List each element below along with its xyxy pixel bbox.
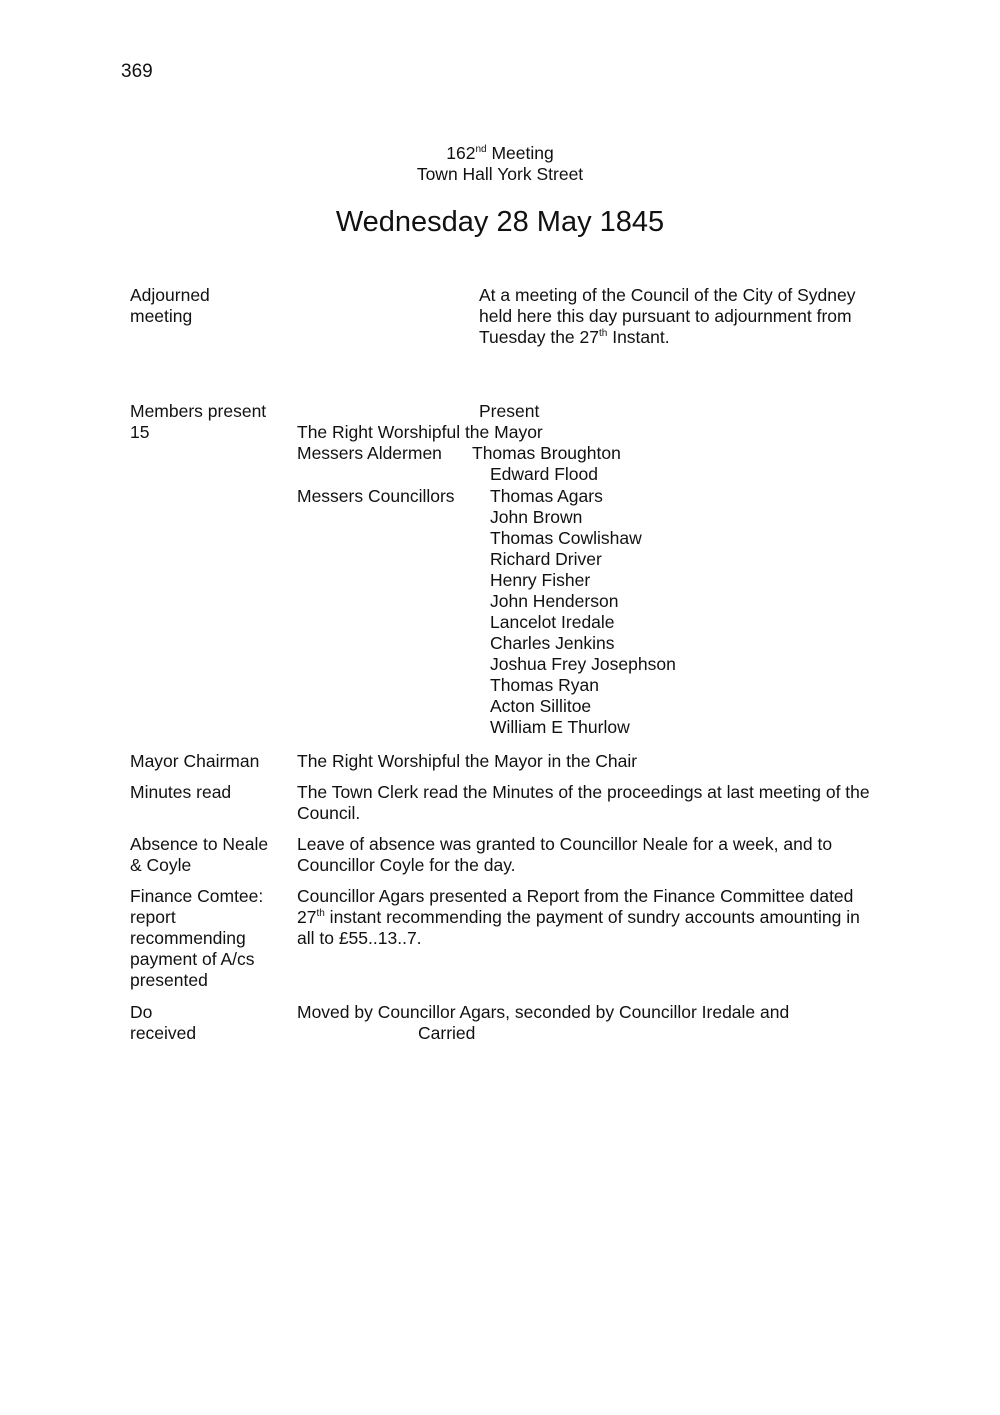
page-number: 369 (121, 61, 153, 82)
councillor-name: William E Thurlow (490, 717, 630, 737)
minutes-text: The Town Clerk read the Minutes of the proceedings at last meeting of the Council. (297, 782, 870, 823)
aldermen-label: Messers Aldermen (297, 443, 442, 463)
councillor-name: Richard Driver (490, 549, 602, 569)
margin-note-finance: Finance Comtee: report recommending payment of A/cs presented (130, 886, 264, 990)
margin-note-members: Members present 15 (130, 401, 267, 442)
motion-text: Moved by Councillor Agars, seconded by Councillor Iredale and (297, 1002, 790, 1022)
absence-text: Leave of absence was granted to Councillor Neale for a week, and to Councillor Coyle for the day. (297, 834, 833, 875)
margin-note-absence: Absence to Neale & Coyle (130, 834, 269, 875)
councillor-name: Lancelot Iredale (490, 612, 615, 632)
motion-result: Carried (418, 1023, 476, 1043)
councillor-name: Henry Fisher (490, 570, 591, 590)
councillor-name: Thomas Agars (490, 486, 603, 506)
meeting-venue: Town Hall York Street (416, 164, 584, 184)
councillor-name: Acton Sillitoe (490, 696, 592, 716)
margin-note-chairman: Mayor Chairman (130, 751, 260, 771)
councillor-name: Joshua Frey Josephson (490, 654, 676, 674)
alderman-name: Thomas Broughton (472, 443, 621, 463)
councillor-name: Thomas Cowlishaw (490, 528, 642, 548)
mayor-present: The Right Worshipful the Mayor (297, 422, 543, 442)
meeting-date: Wednesday 28 May 1845 (335, 206, 665, 238)
margin-note-received: Do received (130, 1002, 197, 1043)
present-heading: Present (479, 401, 540, 421)
adjourned-paragraph: At a meeting of the Council of the City of Sydney held here this day pursuant to adjournment from Tuesday the 27th Instant. (479, 285, 856, 347)
meeting-number: 162nd Meeting (446, 143, 554, 163)
margin-note-adjourned: Adjourned meeting (130, 285, 210, 326)
councillor-name: Thomas Ryan (490, 675, 599, 695)
councillor-name: Charles Jenkins (490, 633, 615, 653)
finance-text: Councillor Agars presented a Report from the Finance Committee dated 27th instant recommending the payment of sundry accounts amounting in all to £55..13..7. (297, 886, 860, 948)
chairman-text: The Right Worshipful the Mayor in the Chair (297, 751, 638, 771)
councillor-name: John Henderson (490, 591, 619, 611)
councillor-name: John Brown (490, 507, 583, 527)
councillors-list (490, 486, 676, 738)
alderman-name: Edward Flood (490, 464, 598, 484)
margin-note-minutes: Minutes read (130, 782, 232, 802)
councillors-label: Messers Councillors (297, 486, 455, 506)
